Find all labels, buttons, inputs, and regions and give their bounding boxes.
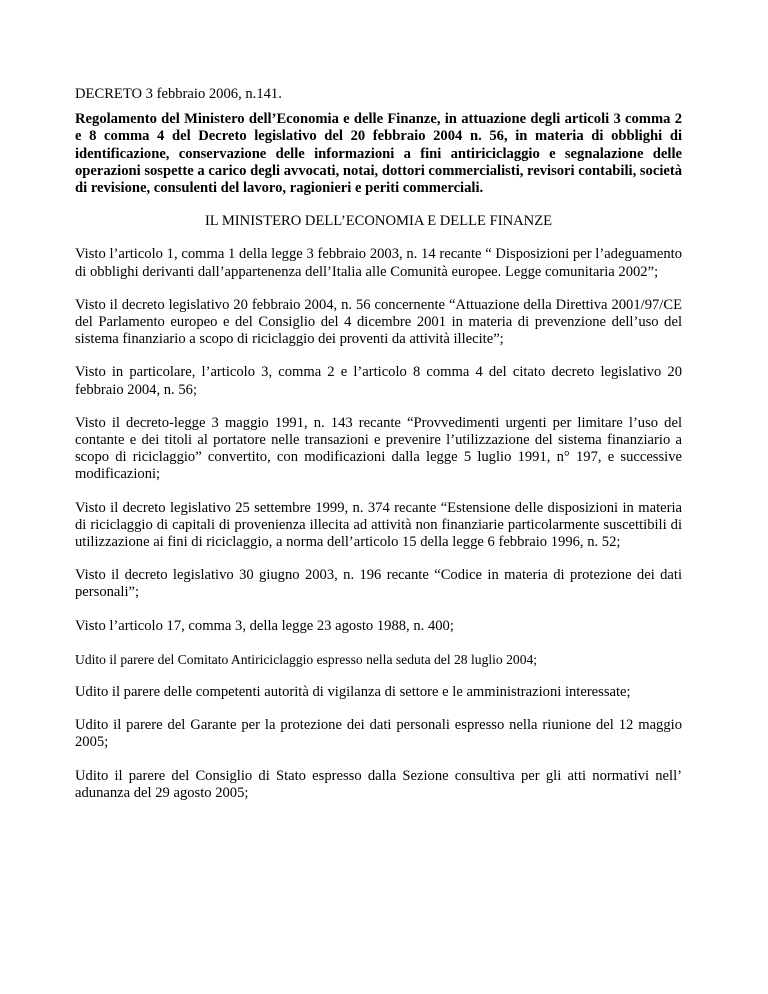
preamble-paragraph: Visto il decreto legislativo 25 settembre 1999, n. 374 recante “Estensione delle disposizioni in materia di riciclaggio di capitali di provenienza illecita ad attività non finanziarie particolarmente suscettibili di utilizzazione ai fini di riciclaggio, a norma dell’articolo 15 della legge 6 febbraio 1996, n. 52; — [75, 499, 682, 551]
preamble-paragraph: Visto il decreto-legge 3 maggio 1991, n. 143 recante “Provvedimenti urgenti per limitare l’uso del contante e dei titoli al portatore nelle transazioni e prevenire l’utilizzazione del sistema finanziario a scopo di riciclaggio” convertito, con modificazioni dalla legge 5 luglio 1991, n° 197, e successive modificazioni; — [75, 414, 682, 483]
preamble-paragraph: Udito il parere del Garante per la protezione dei dati personali espresso nella riunione del 12 maggio 2005; — [75, 717, 682, 751]
preamble-paragraph: Udito il parere del Comitato Antiriciclaggio espresso nella seduta del 28 luglio 2004; — [75, 651, 538, 667]
preamble-paragraph: Visto in particolare, l’articolo 3, comma 2 e l’articolo 8 comma 4 del citato decreto legislativo 20 febbraio 2004, n. 56; — [75, 364, 682, 398]
preamble-paragraph: Udito il parere delle competenti autorità di vigilanza di settore e le amministrazioni interessate; — [75, 684, 631, 701]
preamble-paragraph: Visto il decreto legislativo 30 giugno 2003, n. 196 recante “Codice in materia di protezione dei dati personali”; — [75, 567, 682, 601]
preamble-paragraph: Visto l’articolo 1, comma 1 della legge 3 febbraio 2003, n. 14 recante “ Disposizioni per l’adeguamento di obblighi derivanti dall’appartenenza dell’Italia alle Comunità europee. Legge comunitaria 2002”; — [75, 246, 682, 280]
issuing-authority: IL MINISTERO DELL’ECONOMIA E DELLE FINANZE — [204, 213, 553, 230]
preamble-paragraph: Visto l’articolo 17, comma 3, della legge 23 agosto 1988, n. 400; — [75, 617, 454, 634]
decree-subject: Regolamento del Ministero dell’Economia e delle Finanze, in attuazione degli articoli 3 comma 2 e 8 comma 4 del Decreto legislativo del 20 febbraio 2004 n. 56, in materia di obblighi di identificazione, conservazione delle informazioni a fini antiriciclaggio e segnalazione delle operazioni sospette a carico degli avvocati, notai, dottori commercialisti, revisori contabili, società di revisione, consulenti del lavoro, ragionieri e periti commerciali. — [75, 111, 683, 197]
preamble-paragraph: Visto il decreto legislativo 20 febbraio 2004, n. 56 concernente “Attuazione della Direttiva 2001/97/CE del Parlamento europeo e del Consiglio del 4 dicembre 2001 in materia di prevenzione dell’uso del sistema finanziario a scopo di riciclaggio dei proventi da attività illecite”; — [75, 296, 682, 348]
preamble-paragraph: Udito il parere del Consiglio di Stato espresso dalla Sezione consultiva per gli atti normativi nell’ adunanza del 29 agosto 2005; — [75, 767, 682, 801]
decree-title: DECRETO 3 febbraio 2006, n.141. — [75, 86, 282, 102]
